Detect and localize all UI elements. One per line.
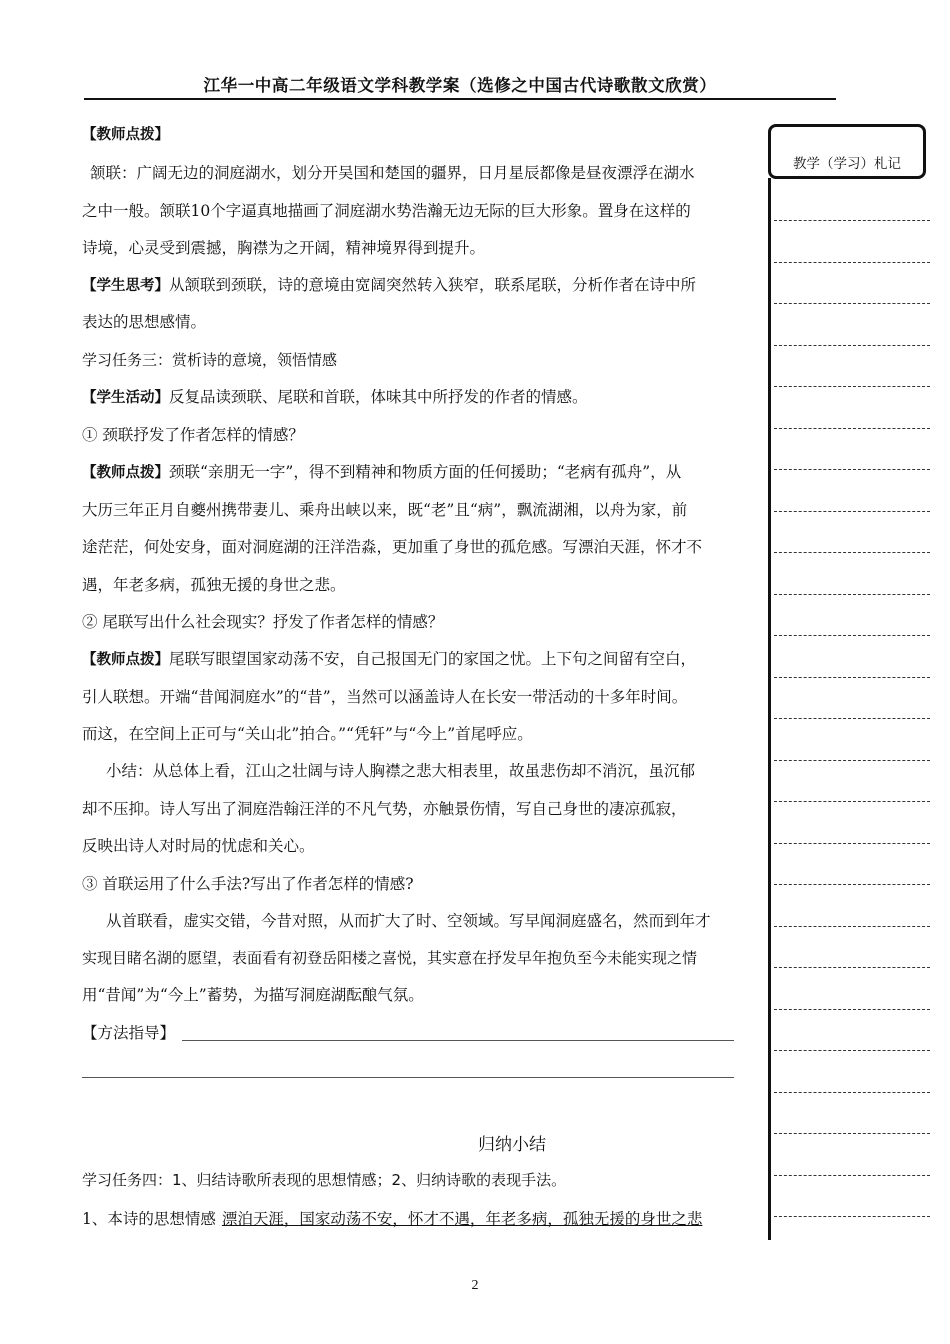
notes-line	[774, 1092, 930, 1093]
notes-line	[774, 386, 930, 387]
notes-line	[774, 801, 930, 802]
teacher-tip-line: 【教师点拨】颈联“亲朋无一字”，得不到精神和物质方面的任何援助；“老病有孤舟”，从	[82, 463, 682, 481]
notes-line	[774, 760, 930, 761]
paragraph-line: 表达的思想感情。	[82, 313, 207, 331]
paragraph-line: 而这，在空间上正可与“关山北”拍合。”“凭轩”与“今上”首尾呼应。	[82, 725, 533, 743]
notes-line	[774, 303, 930, 304]
notes-line	[774, 345, 930, 346]
method-guide-answer-line[interactable]	[182, 1040, 734, 1041]
paragraph-line: 用“昔闻”为“今上”蓄势，为描写洞庭湖酝酿气氛。	[82, 986, 424, 1004]
notes-line	[774, 718, 930, 719]
method-guide-answer-line-2[interactable]	[82, 1077, 734, 1078]
notes-line	[774, 1009, 930, 1010]
answer-line: 1、本诗的思想情感 漂泊天涯，国家动荡不安，怀才不遇，年老多病，孤独无援的身世之悲	[82, 1210, 703, 1228]
answer-text: 漂泊天涯，国家动荡不安，怀才不遇，年老多病，孤独无援的身世之悲	[221, 1210, 703, 1228]
summary-title: 归纳小结	[478, 1135, 546, 1155]
task-three-heading: 学习任务三：赏析诗的意境，领悟情感	[82, 351, 338, 369]
notes-line	[774, 594, 930, 595]
notes-line	[774, 1133, 930, 1134]
notes-line	[774, 469, 930, 470]
teacher-tip-label: 【教师点拨】	[82, 652, 169, 668]
paragraph-line: 却不压抑。诗人写出了洞庭浩翰汪洋的不凡气势，亦触景伤情，写自己身世的凄凉孤寂，	[82, 800, 687, 818]
method-guide-label: 【方法指导】	[82, 1024, 176, 1042]
student-think-label: 【学生思考】	[82, 278, 169, 294]
paragraph-line: 实现目睹名湖的愿望，表面看有初登岳阳楼之喜悦，其实意在抒发早年抱负至今未能实现之情	[82, 949, 698, 967]
notes-line	[774, 1175, 930, 1176]
teacher-tip-label: 【教师点拨】	[82, 127, 169, 143]
notes-column-border	[768, 178, 771, 1240]
paragraph-line: 遇，年老多病，孤独无援的身世之悲。	[82, 576, 346, 594]
student-activity-line: 【学生活动】反复品读颈联、尾联和首联，体味其中所抒发的作者的情感。	[82, 388, 588, 406]
question-one: ① 颈联抒发了作者怎样的情感？	[82, 426, 304, 444]
notes-line	[774, 926, 930, 927]
teacher-tip-label: 【教师点拨】	[82, 465, 169, 481]
paragraph-line: 途茫茫，何处安身，面对洞庭湖的汪洋浩淼，更加重了身世的孤危感。写漂泊天涯，怀才不	[82, 538, 703, 556]
notes-line	[774, 552, 930, 553]
task-four-heading: 学习任务四：1、归结诗歌所表现的思想情感；2、归纳诗歌的表现手法。	[82, 1171, 567, 1189]
notes-line	[774, 677, 930, 678]
notes-line	[774, 843, 930, 844]
summary-paragraph: 小结：从总体上看，江山之壮阔与诗人胸襟之悲大相表里，故虽悲伤却不消沉，虽沉郁	[106, 762, 696, 780]
page-number: 2	[471, 1278, 479, 1293]
paragraph-line: 引人联想。开端“昔闻洞庭水”的“昔”，当然可以涵盖诗人在长安一带活动的十多年时间。	[82, 688, 688, 706]
paragraph-line: 大历三年正月自夔州携带妻儿、乘舟出峡以来，既“老”且“病”，飘流湖湘，以舟为家，前	[82, 501, 688, 519]
notes-column-label: 教学（学习）札记	[768, 124, 926, 179]
notes-line	[774, 428, 930, 429]
paragraph-line: 从首联看，虚实交错，今昔对照，从而扩大了时、空领域。写早闻洞庭盛名，然而到年才	[106, 912, 711, 930]
question-three: ③ 首联运用了什么手法?写出了作者怎样的情感?	[82, 875, 414, 893]
notes-line	[774, 1050, 930, 1051]
notes-line	[774, 262, 930, 263]
student-think-line: 【学生思考】从颔联到颈联，诗的意境由宽阔突然转入狭窄，联系尾联，分析作者在诗中所	[82, 276, 697, 294]
paragraph-line: 之中一般。颔联10个字逼真地描画了洞庭湖水势浩瀚无边无际的巨大形象。置身在这样的	[82, 202, 691, 220]
notes-line	[774, 511, 930, 512]
page-header: 江华一中高二年级语文学科教学案（选修之中国古代诗歌散文欣赏）	[84, 74, 836, 100]
student-activity-label: 【学生活动】	[82, 390, 169, 406]
notes-line	[774, 967, 930, 968]
notes-line	[774, 884, 930, 885]
notes-line	[774, 220, 930, 221]
notes-line	[774, 635, 930, 636]
notes-line	[774, 1216, 930, 1217]
question-two: ② 尾联写出什么社会现实？抒发了作者怎样的情感？	[82, 613, 444, 631]
paragraph-line: 反映出诗人对时局的忧虑和关心。	[82, 837, 315, 855]
teacher-tip-line: 【教师点拨】尾联写眼望国家动荡不安，自己报国无门的家国之忧。上下句之间留有空白，	[82, 650, 697, 668]
paragraph-line: 诗境，心灵受到震撼，胸襟为之开阔，精神境界得到提升。	[82, 239, 486, 257]
paragraph-line: 颔联：广阔无边的洞庭湖水，划分开吴国和楚国的疆界，日月星辰都像是昼夜漂浮在湖水	[90, 164, 695, 182]
